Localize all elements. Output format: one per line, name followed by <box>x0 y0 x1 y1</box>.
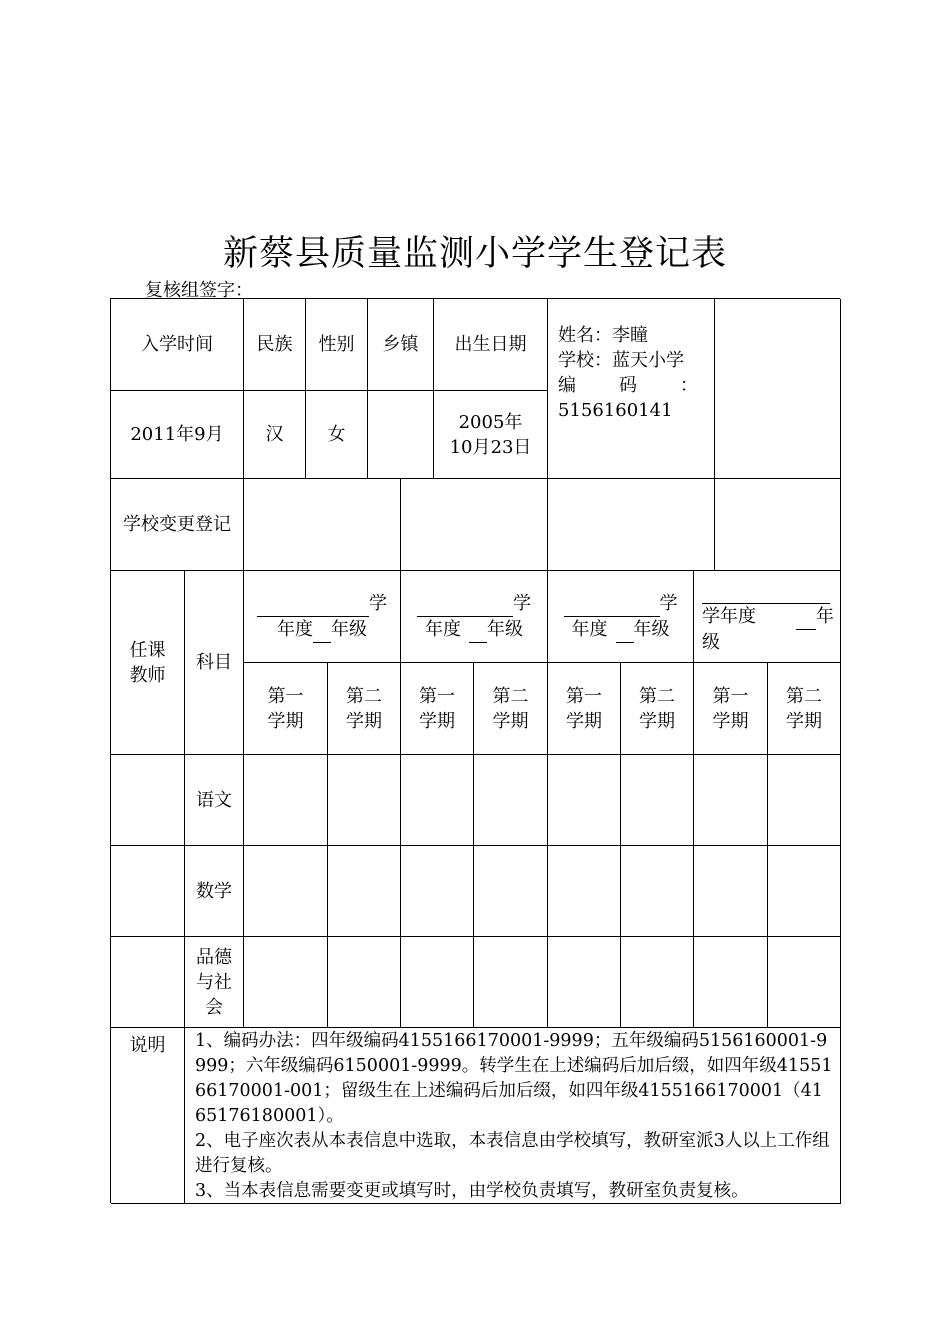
grade-cell <box>474 846 548 937</box>
grade-cell <box>328 755 401 846</box>
grade-cell <box>244 937 328 1028</box>
grade-cell <box>244 846 328 937</box>
grade-cell <box>768 937 841 1028</box>
grade-cell <box>694 846 768 937</box>
grade-cell <box>621 846 694 937</box>
school-change-label: 学校变更登记 <box>111 479 244 571</box>
year-header-1: 学 年度 年级 <box>244 571 401 663</box>
grade-cell <box>401 937 474 1028</box>
grade-cell <box>244 755 328 846</box>
grade-cell <box>768 755 841 846</box>
semester-4-2: 第二 学期 <box>768 663 841 755</box>
semester-1-1: 第一 学期 <box>244 663 328 755</box>
school-change-cell-3 <box>548 479 715 571</box>
school-change-cell-1 <box>244 479 401 571</box>
grade-cell <box>328 846 401 937</box>
student-info <box>548 299 715 479</box>
note-1: 1、编码办法：四年级编码4155166170001-9999；五年级编码5156160001-9999；六年级编码6150001-9999。转学生在上述编码后加后缀，如四年级4155166170001-001；留级生在上述编码后加后缀，如四年级4155166170001（4165176180001）。 <box>195 1031 833 1126</box>
student-code-label: 编 码 ： <box>558 375 698 396</box>
teacher-cell <box>111 846 185 937</box>
registration-table <box>110 298 840 1203</box>
semester-3-2: 第二 学期 <box>621 663 694 755</box>
header-ethnicity: 民族 <box>244 299 306 391</box>
grade-cell <box>328 937 401 1028</box>
semester-2-1: 第一 学期 <box>401 663 474 755</box>
student-code-value: 5156160141 <box>558 400 673 421</box>
subject-name: 语文 <box>185 755 244 846</box>
birth-date-value: 2005年10月23日 <box>434 391 548 479</box>
header-birth-date: 出生日期 <box>434 299 548 391</box>
grade-cell <box>401 755 474 846</box>
grade-cell <box>548 937 621 1028</box>
grade-cell <box>621 755 694 846</box>
grade-cell <box>768 846 841 937</box>
note-2: 2、电子座次表从本表信息中选取，本表信息由学校填写，教研室派3人以上工作组进行复核。 <box>195 1131 830 1176</box>
grade-cell <box>548 846 621 937</box>
grade-cell <box>621 937 694 1028</box>
year-header-3: 学 年度 年级 <box>548 571 694 663</box>
header-enroll-time: 入学时间 <box>111 299 244 391</box>
subject-name: 数学 <box>185 846 244 937</box>
header-township: 乡镇 <box>368 299 434 391</box>
teacher-cell <box>111 937 185 1028</box>
grade-cell <box>474 937 548 1028</box>
semester-2-2: 第二 学期 <box>474 663 548 755</box>
teacher-header: 任课教师 <box>111 571 185 755</box>
grade-cell <box>694 755 768 846</box>
subject-name: 品德 与社 会 <box>185 937 244 1028</box>
township-value <box>368 391 434 479</box>
enroll-time-value: 2011年9月 <box>111 391 244 479</box>
header-gender: 性别 <box>306 299 368 391</box>
grade-cell <box>474 755 548 846</box>
review-signature-label: 复核组签字： <box>145 280 253 301</box>
note-3: 3、当本表信息需要变更或填写时，由学校负责填写，教研室负责复核。 <box>195 1181 749 1201</box>
grade-cell <box>401 846 474 937</box>
student-school: 学校：蓝天小学 <box>558 350 684 371</box>
year-header-4: 学年度 年 级 <box>694 571 841 663</box>
semester-4-1: 第一 学期 <box>694 663 768 755</box>
notes-label: 说明 <box>111 1027 185 1204</box>
subject-header: 科目 <box>185 571 244 755</box>
grade-cell <box>694 937 768 1028</box>
page-title: 新蔡县质量监测小学学生登记表 <box>222 234 727 274</box>
grade-cell <box>548 755 621 846</box>
semester-1-2: 第二 学期 <box>328 663 401 755</box>
school-change-cell-4 <box>715 479 841 571</box>
gender-value: 女 <box>306 391 368 479</box>
teacher-cell <box>111 755 185 846</box>
photo-cell <box>715 299 841 479</box>
school-change-cell-2 <box>401 479 548 571</box>
semester-3-1: 第一 学期 <box>548 663 621 755</box>
notes-content <box>185 1027 841 1204</box>
ethnicity-value: 汉 <box>244 391 306 479</box>
year-header-2: 学 年度 年级 <box>401 571 548 663</box>
student-name: 姓名：李瞳 <box>558 325 648 346</box>
